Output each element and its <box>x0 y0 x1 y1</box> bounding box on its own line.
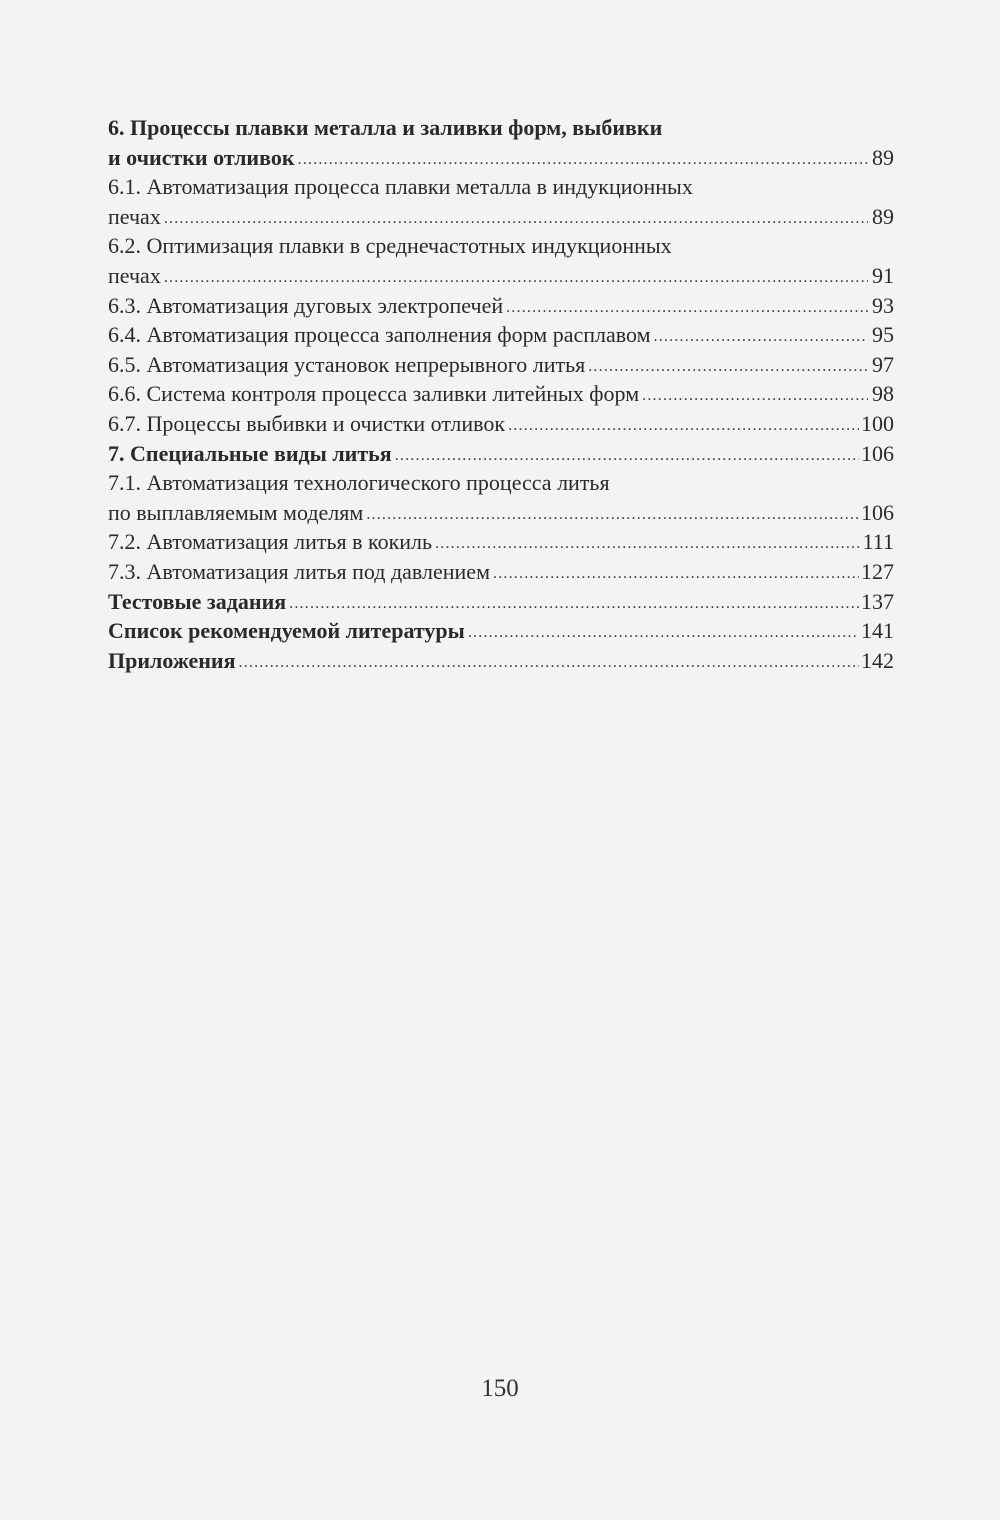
toc-entry <box>108 527 894 557</box>
toc-entry <box>108 291 894 321</box>
toc-entry-line <box>108 468 894 498</box>
toc-entry-page: 89 <box>872 144 894 170</box>
toc-entry-line <box>108 409 894 439</box>
toc-entry-page: 100 <box>861 410 894 436</box>
toc-entry-title: 7.2. Автоматизация литья в кокиль <box>108 529 433 555</box>
toc-entry-title: по выплавляемым моделям <box>108 499 364 525</box>
toc-entry-line <box>108 498 894 528</box>
toc-entry-title: 6.2. Оптимизация плавки в среднечастотных индукционных <box>108 233 672 259</box>
toc-entry-title: 6. Процессы плавки металла и заливки форм, выбивки <box>108 115 663 140</box>
toc-entry <box>108 587 894 617</box>
dot-leader <box>493 556 859 586</box>
dot-leader <box>298 142 868 172</box>
toc-entry <box>108 439 894 469</box>
toc-entry-line <box>108 261 894 291</box>
toc-entry <box>108 468 894 527</box>
dot-leader <box>395 438 859 468</box>
toc-entry-title: 7. Специальные виды литья <box>108 440 392 466</box>
toc-entry-page: 106 <box>861 440 894 466</box>
toc-entry-title: Список рекомендуемой литературы <box>108 618 465 644</box>
toc-entry-line <box>108 350 894 380</box>
toc-entry-title: Приложения <box>108 647 236 673</box>
toc-entry-page: 91 <box>872 262 894 288</box>
toc-entry-line <box>108 291 894 321</box>
toc-entry-line <box>108 587 894 617</box>
toc-entry-title: 6.4. Автоматизация процесса заполнения форм расплавом <box>108 322 651 348</box>
dot-leader <box>588 349 868 379</box>
toc-entry <box>108 350 894 380</box>
dot-leader <box>239 645 860 675</box>
toc-entry-title: Тестовые задания <box>108 588 287 614</box>
toc-entry-title: 7.3. Автоматизация литья под давлением <box>108 558 490 584</box>
toc-entry-page: 127 <box>861 558 894 584</box>
toc-entry-line <box>108 320 894 350</box>
toc-entry-line <box>108 113 894 143</box>
dot-leader <box>506 290 868 320</box>
dot-leader <box>164 260 868 290</box>
toc-entry-page: 98 <box>872 381 894 407</box>
toc-entry-title: 6.7. Процессы выбивки и очистки отливок <box>108 410 506 436</box>
toc-entry <box>108 320 894 350</box>
toc-entry-title: 7.1. Автоматизация технологического процесса литья <box>108 470 610 496</box>
toc-entry-page: 111 <box>862 529 894 555</box>
toc-entry-line <box>108 557 894 587</box>
toc-entry-title: 6.3. Автоматизация дуговых электропечей <box>108 292 504 318</box>
table-of-contents <box>108 113 894 675</box>
toc-entry-line <box>108 527 894 557</box>
toc-entry-line <box>108 172 894 202</box>
toc-entry-line <box>108 143 894 173</box>
toc-entry <box>108 379 894 409</box>
dot-leader <box>468 615 859 645</box>
toc-entry-title: 6.6. Система контроля процесса заливки литейных форм <box>108 381 640 407</box>
toc-entry-line <box>108 646 894 676</box>
toc-entry <box>108 409 894 439</box>
toc-entry-line <box>108 202 894 232</box>
toc-entry-line <box>108 379 894 409</box>
toc-entry-page: 95 <box>872 322 894 348</box>
dot-leader <box>366 497 859 527</box>
toc-entry-line <box>108 231 894 261</box>
toc-entry-page: 142 <box>861 647 894 673</box>
dot-leader <box>642 378 868 408</box>
toc-entry-title: печах <box>108 203 161 229</box>
toc-entry-page: 97 <box>872 351 894 377</box>
toc-entry <box>108 557 894 587</box>
toc-entry-line <box>108 439 894 469</box>
toc-entry-page: 93 <box>872 292 894 318</box>
toc-entry-page: 137 <box>861 588 894 614</box>
toc-entry-title: 6.5. Автоматизация установок непрерывного литья <box>108 351 586 377</box>
toc-entry-page: 106 <box>861 499 894 525</box>
toc-entry <box>108 231 894 290</box>
toc-entry-title: 6.1. Автоматизация процесса плавки металла в индукционных <box>108 174 693 200</box>
toc-entry <box>108 172 894 231</box>
toc-entry-page: 89 <box>872 203 894 229</box>
dot-leader <box>654 319 869 349</box>
toc-entry <box>108 616 894 646</box>
toc-entry-title: и очистки отливок <box>108 144 295 170</box>
toc-entry-page: 141 <box>861 618 894 644</box>
dot-leader <box>289 586 859 616</box>
page-number: 150 <box>481 1375 519 1402</box>
toc-entry-title: печах <box>108 262 161 288</box>
toc-entry-line <box>108 616 894 646</box>
toc-entry <box>108 113 894 172</box>
dot-leader <box>164 201 868 231</box>
toc-entry <box>108 646 894 676</box>
dot-leader <box>435 526 861 556</box>
dot-leader <box>508 408 859 438</box>
